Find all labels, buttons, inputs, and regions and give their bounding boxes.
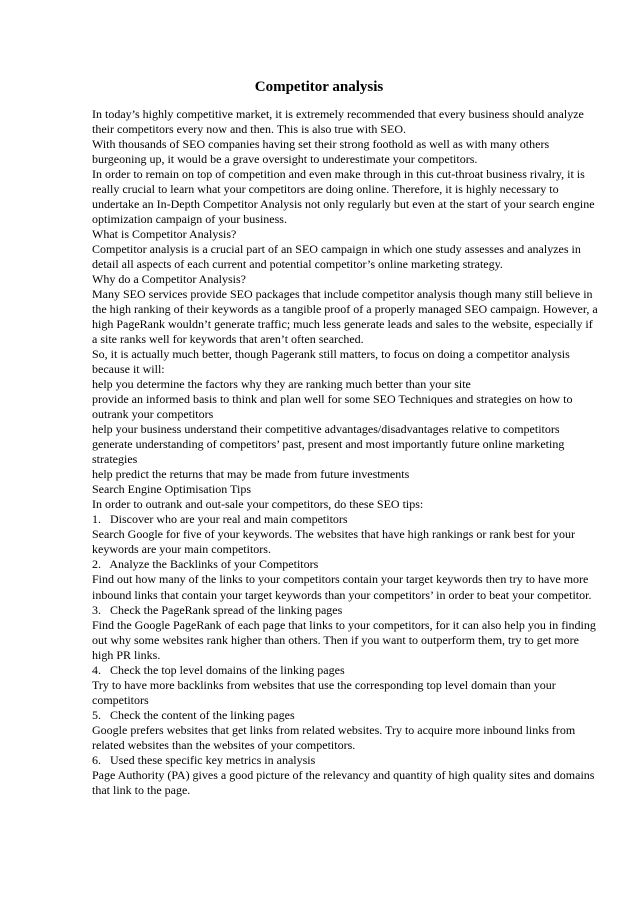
section-heading: Why do a Competitor Analysis? bbox=[92, 272, 246, 287]
list-item: help your business understand their competitive advantages/disadvantages relative to competitors generate understanding of competitors’ past, present and most importantly future online marketing strategies bbox=[92, 422, 565, 467]
numbered-heading: 4. Check the top level domains of the linking pages bbox=[92, 662, 345, 677]
numbered-heading: 2. Analyze the Backlinks of your Competitors bbox=[92, 557, 319, 572]
paragraph: Page Authority (PA) gives a good picture of the relevancy and quantity of high quality sites and domains that link to the page. bbox=[92, 767, 595, 797]
paragraph: Try to have more backlinks from websites that use the corresponding top level domain than your competitors bbox=[92, 677, 556, 707]
paragraph: Find out how many of the links to your competitors contain your target keywords then try to have more inbound links that contain your target keywords than your competitors’ in order to beat your competitor. bbox=[92, 572, 592, 602]
document-body bbox=[92, 107, 600, 798]
section-heading: What is Competitor Analysis? bbox=[92, 227, 237, 242]
numbered-heading: 5. Check the content of the linking pages bbox=[92, 707, 295, 722]
paragraph: Search Google for five of your keywords. The websites that have high rankings or rank best for your keywords are your main competitors. bbox=[92, 527, 575, 557]
paragraph: Competitor analysis is a crucial part of an SEO campaign in which one study assesses and analyzes in detail all aspects of each current and potential competitor’s online marketing strategy. bbox=[92, 242, 581, 272]
list-item: help predict the returns that may be made from future investments bbox=[92, 467, 410, 482]
document-title: Competitor analysis bbox=[254, 79, 384, 95]
paragraph: With thousands of SEO companies having set their strong foothold as well as with many others burgeoning up, it would be a grave oversight to underestimate your competitors. bbox=[92, 137, 550, 167]
paragraph: In today’s highly competitive market, it is extremely recommended that every business should analyze their competitors every now and then. This is also true with SEO. bbox=[92, 107, 584, 137]
section-heading: Search Engine Optimisation Tips bbox=[92, 482, 251, 497]
paragraph: Many SEO services provide SEO packages that include competitor analysis though many still believe in the high ranking of their keywords as a tangible proof of a properly managed SEO campaign. However, a high PageRank wouldn’t generate traffic; much less generate leads and sales to the website, especially if a site ranks well for keywords that aren’t often searched. bbox=[92, 287, 598, 347]
list-item: provide an informed basis to think and plan well for some SEO Techniques and strategies on how to outrank your competitors bbox=[92, 392, 573, 422]
paragraph: In order to remain on top of competition and even make through in this cut-throat business rivalry, it is really crucial to learn what your competitors are doing online. Therefore, it is highly necessary to undertake an In-Depth Competitor Analysis not only regularly but even at the start of your search engine optimization campaign of your business. bbox=[92, 167, 595, 227]
numbered-heading: 1. Discover who are your real and main competitors bbox=[92, 512, 348, 527]
list-item: help you determine the factors why they are ranking much better than your site bbox=[92, 377, 471, 392]
paragraph: Find the Google PageRank of each page that links to your competitors, for it can also help you in finding out why some websites rank higher than others. Then if you want to outperform them, try to get more high PR links. bbox=[92, 617, 596, 662]
numbered-heading: 3. Check the PageRank spread of the linking pages bbox=[92, 602, 343, 617]
paragraph: In order to outrank and out-sale your competitors, do these SEO tips: bbox=[92, 497, 424, 512]
paragraph: Google prefers websites that get links from related websites. Try to acquire more inbound links from related websites than the websites of your competitors. bbox=[92, 722, 576, 752]
paragraph: So, it is actually much better, though Pagerank still matters, to focus on doing a competitor analysis because it will: bbox=[92, 347, 570, 377]
numbered-heading: 6. Used these specific key metrics in analysis bbox=[92, 752, 316, 767]
